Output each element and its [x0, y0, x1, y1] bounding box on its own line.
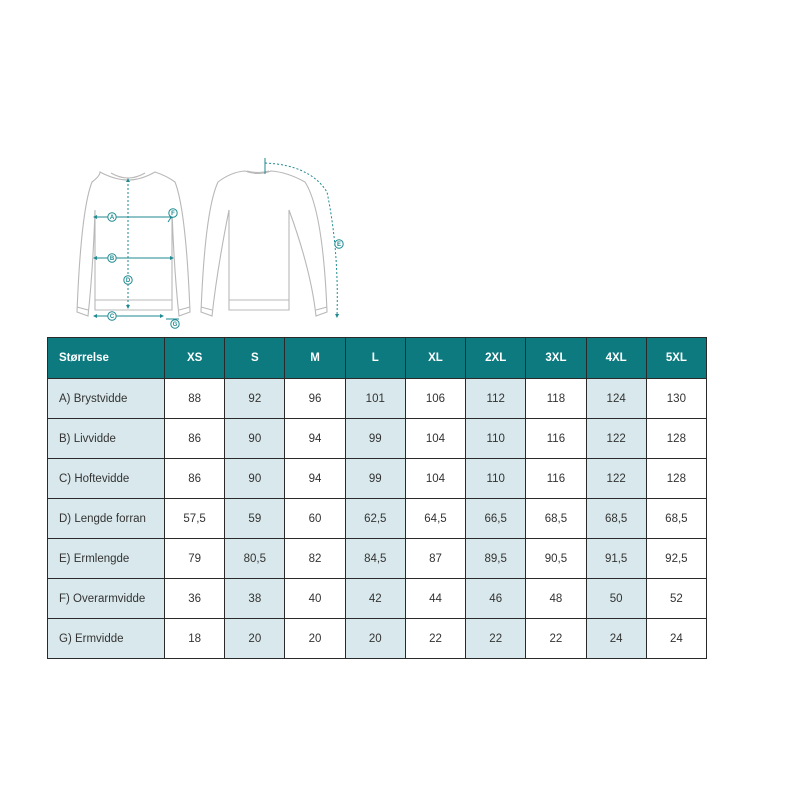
measurement-cell: 22 — [526, 619, 586, 659]
measurement-cell: 40 — [285, 579, 345, 619]
measurement-cell: 122 — [586, 459, 646, 499]
measurement-cell: 62,5 — [345, 499, 405, 539]
measurement-cell: 36 — [165, 579, 225, 619]
row-label: G) Ermvidde — [48, 619, 165, 659]
size-header-cell: L — [345, 338, 405, 379]
measurement-cell: 106 — [405, 379, 465, 419]
measurement-cell: 92 — [225, 379, 285, 419]
measurement-cell: 90,5 — [526, 539, 586, 579]
measurement-cell: 124 — [586, 379, 646, 419]
measurement-cell: 122 — [586, 419, 646, 459]
table-row — [48, 539, 707, 579]
measurement-cell: 84,5 — [345, 539, 405, 579]
measurement-cell: 44 — [405, 579, 465, 619]
marker-c-label: C — [109, 314, 115, 321]
measurement-cell: 130 — [646, 379, 706, 419]
measurement-cell: 80,5 — [225, 539, 285, 579]
size-header-cell: 3XL — [526, 338, 586, 379]
measurement-cell: 18 — [165, 619, 225, 659]
measurement-cell: 116 — [526, 459, 586, 499]
size-header-cell: S — [225, 338, 285, 379]
table-row — [48, 619, 707, 659]
size-header-row — [48, 338, 707, 379]
measurement-cell: 94 — [285, 459, 345, 499]
size-table-body — [48, 379, 707, 659]
table-row — [48, 379, 707, 419]
measurement-cell: 79 — [165, 539, 225, 579]
measurement-cell: 87 — [405, 539, 465, 579]
measurement-cell: 46 — [466, 579, 526, 619]
measurement-cell: 64,5 — [405, 499, 465, 539]
size-header-cell: 2XL — [466, 338, 526, 379]
measurement-cell: 104 — [405, 459, 465, 499]
measurement-cell: 68,5 — [586, 499, 646, 539]
garment-illustration — [55, 150, 355, 335]
measurement-cell: 38 — [225, 579, 285, 619]
measurement-cell: 99 — [345, 459, 405, 499]
measurement-cell: 91,5 — [586, 539, 646, 579]
measurement-cell: 118 — [526, 379, 586, 419]
measurement-cell: 42 — [345, 579, 405, 619]
measurement-cell: 22 — [466, 619, 526, 659]
measurement-cell: 20 — [285, 619, 345, 659]
size-header-cell: 5XL — [646, 338, 706, 379]
marker-f-label: F — [171, 211, 175, 218]
size-header-label: Størrelse — [48, 338, 165, 379]
measurement-cell: 24 — [646, 619, 706, 659]
marker-e-label: E — [336, 242, 342, 249]
front-sweater-drawing — [77, 172, 190, 316]
measurement-cell: 90 — [225, 459, 285, 499]
measurement-cell: 116 — [526, 419, 586, 459]
measurement-cell: 82 — [285, 539, 345, 579]
measurement-cell: 89,5 — [466, 539, 526, 579]
row-label: D) Lengde forran — [48, 499, 165, 539]
measurement-cell: 57,5 — [165, 499, 225, 539]
measurement-cell: 52 — [646, 579, 706, 619]
measurement-cell: 88 — [165, 379, 225, 419]
measurement-cell: 86 — [165, 419, 225, 459]
row-label: A) Brystvidde — [48, 379, 165, 419]
measurement-cell: 110 — [466, 419, 526, 459]
row-label: C) Hoftevidde — [48, 459, 165, 499]
row-label: F) Overarmvidde — [48, 579, 165, 619]
measurement-cell: 20 — [225, 619, 285, 659]
measurement-cell: 22 — [405, 619, 465, 659]
measurement-cell: 90 — [225, 419, 285, 459]
size-header-cell: XS — [165, 338, 225, 379]
row-label: E) Ermlengde — [48, 539, 165, 579]
measurement-cell: 24 — [586, 619, 646, 659]
measurement-cell: 92,5 — [646, 539, 706, 579]
measurement-cell: 110 — [466, 459, 526, 499]
marker-d-label: D — [125, 278, 131, 285]
size-header-cell: XL — [405, 338, 465, 379]
back-sweater-drawing — [201, 171, 327, 316]
marker-b-label: B — [109, 256, 115, 263]
marker-a-label: A — [109, 215, 115, 222]
table-row — [48, 459, 707, 499]
measurement-cell: 20 — [345, 619, 405, 659]
measurement-cell: 66,5 — [466, 499, 526, 539]
measurement-cell: 86 — [165, 459, 225, 499]
measurement-cell: 50 — [586, 579, 646, 619]
size-header-cell: M — [285, 338, 345, 379]
measurement-cell: 68,5 — [646, 499, 706, 539]
measurement-cell: 68,5 — [526, 499, 586, 539]
measurement-cell: 99 — [345, 419, 405, 459]
measurement-cell: 128 — [646, 419, 706, 459]
size-chart-table — [47, 337, 707, 659]
measurement-cell: 94 — [285, 419, 345, 459]
measurement-cell: 59 — [225, 499, 285, 539]
table-row — [48, 579, 707, 619]
marker-g-label: G — [172, 322, 178, 329]
measurement-cell: 101 — [345, 379, 405, 419]
measurement-cell: 104 — [405, 419, 465, 459]
row-label: B) Livvidde — [48, 419, 165, 459]
back-measure-markers — [335, 240, 343, 248]
measurement-cell: 128 — [646, 459, 706, 499]
size-header-cell: 4XL — [586, 338, 646, 379]
table-row — [48, 499, 707, 539]
measurement-cell: 112 — [466, 379, 526, 419]
front-measure-lines — [95, 180, 179, 319]
table-row — [48, 419, 707, 459]
measurement-cell: 48 — [526, 579, 586, 619]
measurement-cell: 60 — [285, 499, 345, 539]
measurement-cell: 96 — [285, 379, 345, 419]
